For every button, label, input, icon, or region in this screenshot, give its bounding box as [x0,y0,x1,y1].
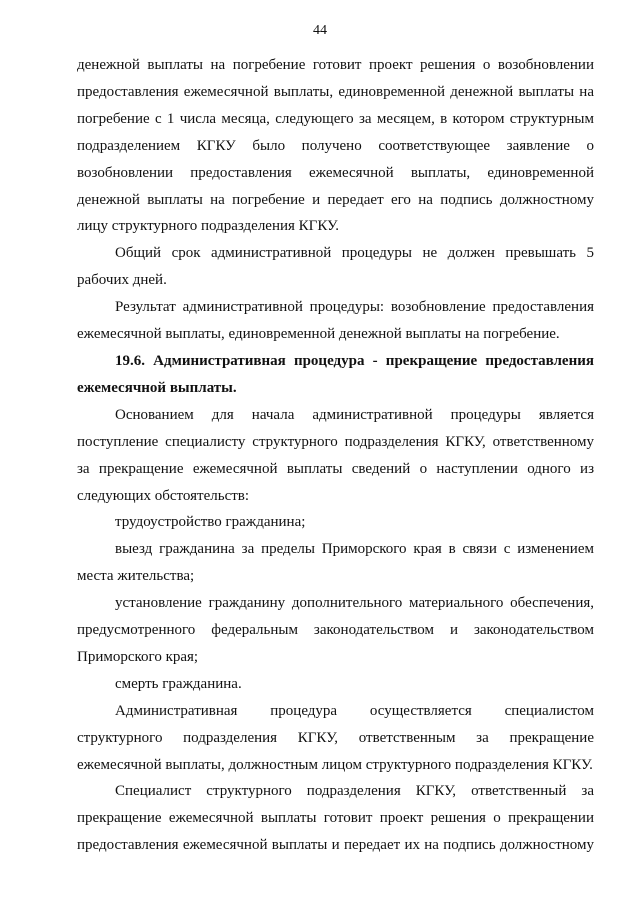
paragraph-specialist: Специалист структурного подразделения КГКУ, ответственный за прекращение ежемесячной выплаты готовит проект решения о прекращении предоставления ежемесячной выплаты и передает их на подпись должностному [77,783,594,854]
document-body [77,52,594,859]
section-heading: 19.6. Административная процедура - прекращение предоставления ежемесячной выплаты. [77,352,594,396]
list-item-relocation: выезд гражданина за пределы Приморского края в связи с изменением места жительства; [77,541,594,585]
list-item-employment: трудоустройство гражданина; [115,514,306,531]
paragraph-result: Результат административной процедуры: возобновление предоставления ежемесячной выплаты, единовременной денежной выплаты на погребение. [77,299,594,343]
paragraph-term: Общий срок административной процедуры не должен превышать 5 рабочих дней. [77,245,594,289]
page-number: 44 [313,23,327,38]
paragraph-responsible: Административная процедура осуществляется специалистом структурного подразделения КГКУ, ответственным за прекращение ежемесячной выплаты, должностным лицом структурного подразделения КГКУ. [77,702,594,773]
paragraph-continuation: денежной выплаты на погребение готовит проект решения о возобновлении предоставления ежемесячной выплаты, единовременной денежной выплаты на погребение с 1 числа месяца, следующего за месяцем, в котором структурным подразделением КГКУ было получено соответствующее заявление о возобновлении предоставления ежемесячной выплаты, единовременной денежной выплаты на погребение и передает его на подпись должностному лицу структурного подразделения КГКУ. [77,57,594,235]
list-item-additional-support: установление гражданину дополнительного материального обеспечения, предусмотренного федеральным законодательством и законодательством Приморского края; [77,595,594,665]
paragraph-grounds: Основанием для начала административной процедуры является поступление специалисту структурного подразделения КГКУ, ответственному за прекращение ежемесячной выплаты сведений о наступлении одного из следующих обстоятельств: [77,406,594,504]
list-item-death: смерть гражданина. [115,675,242,692]
